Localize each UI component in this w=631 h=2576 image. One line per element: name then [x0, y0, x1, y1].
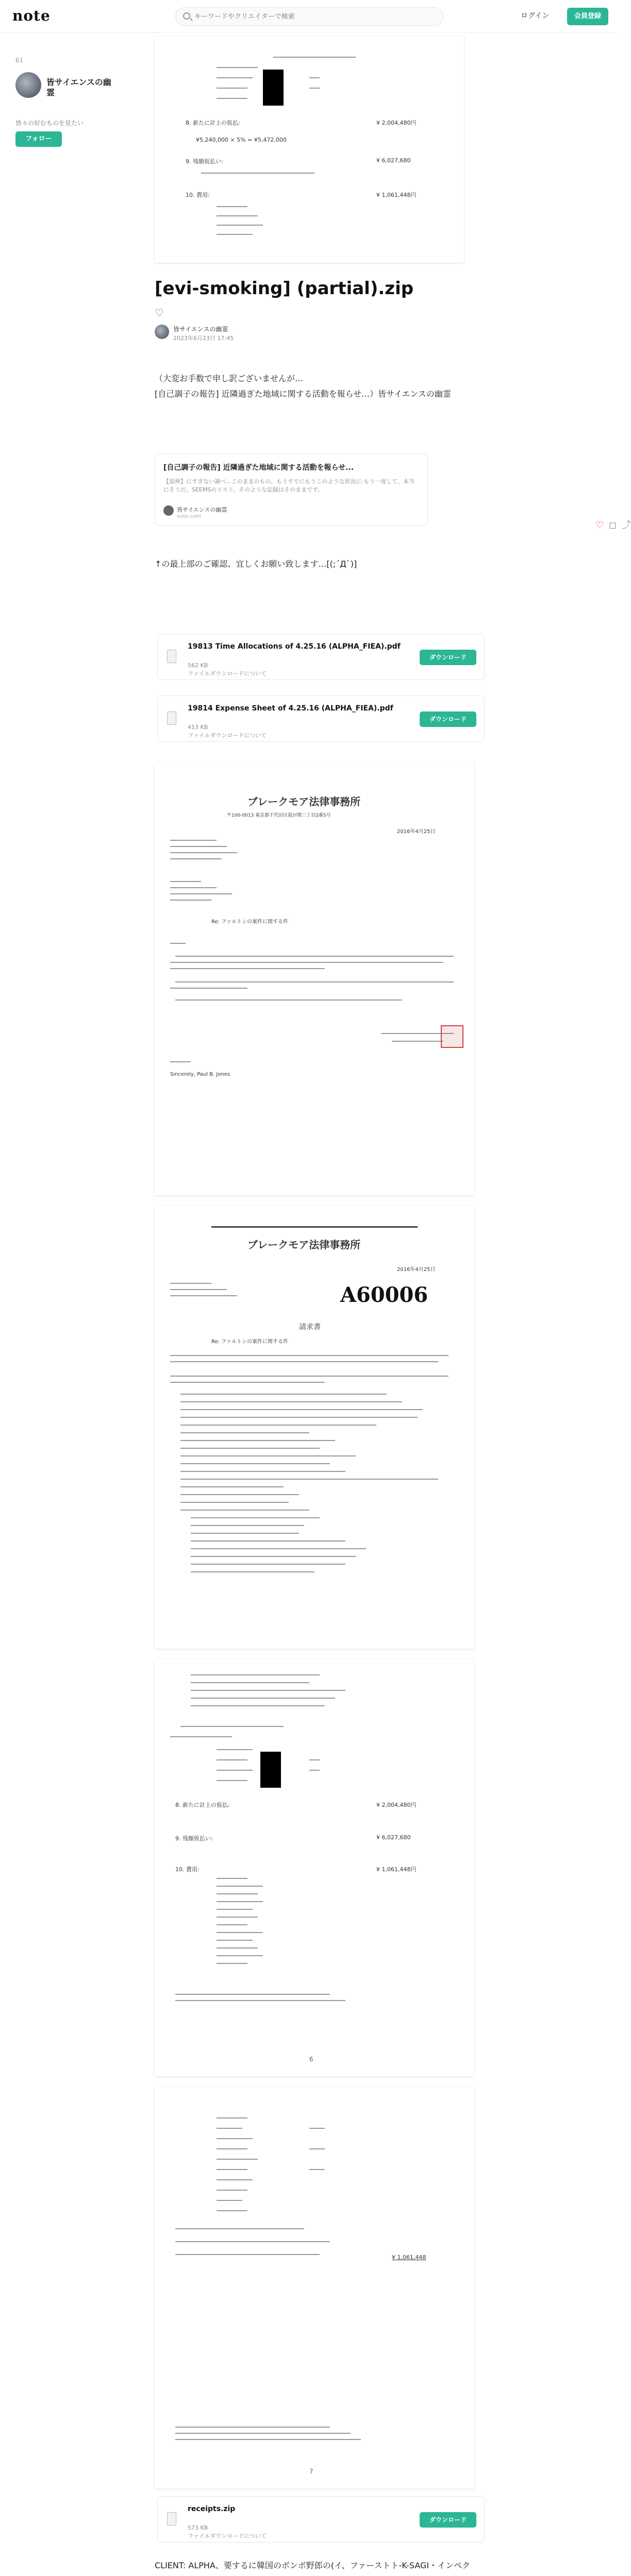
doc-line	[309, 1759, 320, 1760]
letter-page-image	[155, 762, 474, 1195]
doc-line	[309, 88, 320, 89]
download-info-link[interactable]: ファイルダウンロードについて	[188, 670, 267, 677]
total-line: ¥5,240,000 × 5% = ¥5,472,000	[196, 137, 287, 143]
doc-line	[309, 2169, 325, 2170]
doc-line	[180, 1486, 284, 1487]
signup-button[interactable]: 会員登録	[567, 8, 608, 25]
creator-sidebar	[15, 57, 119, 143]
section-8-amount: ¥ 2,004,480円	[376, 120, 417, 126]
note-logo[interactable]: note	[12, 7, 51, 24]
doc-line	[217, 1878, 247, 1879]
doc-line	[217, 1932, 263, 1933]
creator-name[interactable]: 皆サイエンスの幽霊	[46, 77, 111, 97]
doc-line	[175, 2228, 304, 2229]
login-link[interactable]: ログイン	[521, 12, 550, 20]
doc-line	[191, 1690, 345, 1691]
sheet-section-10: 10. 費用:	[175, 1866, 200, 1873]
doc-line	[217, 206, 247, 207]
doc-line	[175, 2427, 330, 2428]
doc-line	[217, 2190, 247, 2191]
download-info-link[interactable]: ファイルダウンロードについて	[188, 732, 267, 739]
redaction-block	[260, 1752, 281, 1788]
section-10-label: 10. 費用:	[186, 192, 210, 198]
doc-line	[180, 1455, 356, 1456]
doc-line	[273, 57, 356, 58]
doc-line	[217, 2159, 258, 2160]
doc-line	[180, 1494, 299, 1495]
doc-line	[191, 1533, 299, 1534]
creator-description: 皆々の好むものを見たい	[15, 120, 84, 127]
share-icon[interactable]: ⤴	[622, 520, 631, 531]
doc-line	[217, 2128, 242, 2129]
embedded-article-card[interactable]	[155, 453, 428, 526]
seal-stamp	[441, 1025, 463, 1048]
intro-paragraph: （大変お手数で申し訳ございませんが…	[155, 374, 304, 383]
article-actions	[590, 518, 631, 531]
letter-date: 2016年4月25日	[397, 829, 436, 835]
doc-line	[191, 1698, 335, 1699]
search-input[interactable]	[194, 8, 437, 25]
doc-line	[191, 1705, 325, 1706]
doc-line	[191, 1525, 304, 1526]
file-size: 413 KB	[188, 724, 208, 731]
doc-line	[217, 215, 258, 216]
letter-firm: ブレークモア法律事務所	[247, 795, 361, 808]
doc-line	[217, 1893, 258, 1894]
doc-line	[217, 1780, 247, 1781]
hero-document-image	[155, 36, 464, 263]
doc-line	[191, 1674, 320, 1675]
publish-date: 2023年6月23日 17:45	[173, 335, 234, 342]
doc-line	[217, 2169, 247, 2170]
author-avatar[interactable]	[155, 325, 169, 339]
author-name[interactable]: 皆サイエンスの幽霊	[173, 326, 228, 333]
doc-line	[170, 1061, 191, 1062]
file-name: 19813 Time Allocations of 4.25.16 (ALPHA_FIEA).pdf	[188, 642, 401, 651]
doc-line	[175, 1994, 330, 1995]
doc-line	[170, 887, 217, 888]
file-name: receipts.zip	[188, 2505, 236, 2513]
sheet-amount-8: ¥ 2,004,480円	[376, 1802, 417, 1808]
doc-line	[217, 1901, 263, 1902]
doc-line	[180, 1432, 309, 1433]
doc-line	[175, 2000, 345, 2001]
doc-line	[217, 2210, 247, 2211]
receipt-sheet-page-image	[155, 2087, 474, 2488]
doc-line	[309, 77, 320, 78]
receipt-total: ¥ 1,061,448	[392, 2254, 426, 2261]
doc-line	[392, 1041, 443, 1042]
doc-line	[170, 1289, 227, 1290]
doc-line	[217, 1749, 253, 1750]
download-button[interactable]: ダウンロード	[420, 711, 476, 727]
doc-line	[217, 225, 263, 226]
invoice-date: 2016年4月25日	[397, 1267, 436, 1273]
file-size: 562 KB	[188, 662, 208, 669]
doc-line	[180, 1394, 387, 1395]
search-box[interactable]	[175, 7, 443, 26]
doc-line	[217, 67, 258, 68]
file-icon	[167, 2512, 176, 2526]
doc-line	[170, 968, 325, 969]
doc-line	[170, 1736, 232, 1737]
expense-sheet-page-image	[155, 1659, 474, 2076]
doc-line	[217, 2117, 247, 2119]
intro-paragraph-2: [自己調子の報告] 近隣過ぎた地域に関する活動を報らせ…）皆サイエンスの幽霊	[155, 389, 451, 399]
download-button[interactable]: ダウンロード	[420, 2512, 476, 2528]
embed-author-avatar	[163, 505, 174, 516]
embed-author: 皆サイエンスの幽霊	[177, 506, 227, 513]
doc-line	[175, 2433, 351, 2434]
doc-line	[191, 1548, 366, 1549]
doc-line	[180, 1463, 330, 1464]
invoice-firm: ブレークモア法律事務所	[247, 1239, 361, 1251]
doc-line	[175, 2241, 330, 2242]
doc-line	[191, 1556, 356, 1557]
sheet-amount-10: ¥ 1,061,448円	[376, 1866, 417, 1873]
section-9-amount: ¥ 6,027,680	[376, 157, 411, 164]
doc-line	[170, 988, 247, 989]
doc-line	[217, 1955, 263, 1956]
file-attachment	[157, 634, 485, 680]
embed-title: [自己調子の報告] 近隣過ぎた地域に関する活動を報らせ...	[163, 464, 354, 472]
doc-line	[217, 2138, 253, 2139]
doc-line	[217, 2179, 253, 2180]
doc-line	[180, 1409, 423, 1410]
letter-firm-address: 〒100-0013 東京都千代田区霞が関三丁目2番5号	[227, 813, 331, 818]
doc-line	[170, 1283, 211, 1284]
doc-line	[217, 1909, 253, 1910]
doc-line	[309, 1770, 320, 1771]
doc-line	[170, 893, 232, 894]
doc-line	[217, 98, 247, 99]
file-attachment	[157, 696, 485, 742]
doc-line	[217, 2148, 247, 2149]
article-count: 61	[15, 57, 24, 64]
doc-line	[191, 1571, 314, 1572]
page-number: 6	[309, 2056, 313, 2063]
download-button[interactable]: ダウンロード	[420, 650, 476, 665]
doc-line	[217, 2200, 242, 2201]
top-navigation-bar	[0, 0, 619, 33]
doc-line	[170, 840, 217, 841]
download-info-link[interactable]: ファイルダウンロードについて	[188, 2533, 267, 2539]
file-icon	[167, 650, 176, 663]
doc-line	[191, 1517, 320, 1518]
creator-avatar[interactable]	[15, 72, 41, 98]
embed-url: note.com	[177, 514, 202, 519]
body-paragraph: CLIENT: ALPHA、要するに韓国のボンボ野郎の(イ、ファーストト-K-SAGI・インペク	[155, 2561, 471, 2570]
doc-line	[170, 943, 186, 944]
file-attachment	[157, 2496, 485, 2543]
doc-line	[175, 956, 454, 957]
follow-button[interactable]: フォロー	[15, 131, 62, 147]
doc-line	[309, 2148, 325, 2149]
doc-line	[217, 77, 253, 78]
doc-line	[175, 2439, 361, 2440]
like-heart-icon[interactable]: ♡	[155, 307, 164, 319]
doc-line	[180, 1401, 402, 1402]
doc-line	[170, 900, 211, 901]
search-icon	[183, 12, 190, 20]
doc-line	[309, 2128, 325, 2129]
doc-line	[170, 852, 237, 853]
heart-icon[interactable]: ♡	[595, 520, 604, 531]
doc-line	[180, 1425, 376, 1426]
doc-line	[217, 88, 247, 89]
doc-line	[217, 1963, 247, 1964]
doc-line	[170, 858, 222, 859]
doc-line	[170, 1376, 449, 1377]
invoice-label: 請求書	[299, 1323, 321, 1331]
article-title: [evi-smoking] (partial).zip	[155, 278, 414, 299]
doc-line	[217, 1759, 247, 1760]
file-size: 573 KB	[188, 2524, 208, 2531]
closing-paragraph: ↑の最上部のご確認、宜しくお願い致します…[(;´Д`)]	[155, 559, 357, 569]
doc-line	[180, 1417, 418, 1418]
doc-line	[170, 1295, 237, 1296]
doc-line	[170, 1355, 449, 1356]
doc-line	[170, 1382, 325, 1383]
doc-line	[217, 1924, 247, 1925]
doc-line	[170, 881, 201, 882]
invoice-page-image	[155, 1206, 474, 1649]
invoice-number: A60006	[340, 1283, 428, 1307]
doc-line	[180, 1479, 438, 1480]
invoice-subject: Re: ファルトンの案件に関する件	[211, 1339, 288, 1345]
doc-line	[170, 962, 443, 963]
doc-line	[191, 1540, 345, 1541]
sheet-section-9: 9. 残額仮払い:	[175, 1835, 213, 1842]
doc-line	[201, 173, 314, 174]
doc-line	[217, 1940, 253, 1941]
doc-line	[175, 2254, 320, 2255]
doc-line	[217, 1770, 253, 1771]
section-10-amount: ¥ 1,061,448円	[376, 192, 417, 198]
section-9-label: 9. 残額仮払い:	[186, 158, 223, 165]
doc-line	[170, 846, 227, 847]
doc-line	[191, 1682, 309, 1683]
embed-description: 【追伸】にすぎない調べ...このままのもの、もうすでにもうこのような状況に-もう一度して、本当にそうだ。SEEMSのリスト、そのような記録はそのままです。	[163, 478, 415, 493]
file-name: 19814 Expense Sheet of 4.25.16 (ALPHA_FIEA).pdf	[188, 704, 393, 713]
doc-line	[180, 1510, 309, 1511]
doc-line	[180, 1502, 289, 1503]
doc-line	[175, 981, 454, 982]
comment-icon[interactable]: ◻	[609, 520, 617, 531]
file-icon	[167, 711, 176, 725]
section-8-label: 8. 新たに計上の仮払:	[186, 120, 240, 126]
doc-rule	[211, 1226, 418, 1228]
doc-line	[180, 1471, 345, 1472]
doc-line	[180, 1448, 320, 1449]
doc-line	[180, 1440, 335, 1441]
doc-line	[217, 1947, 258, 1948]
doc-line	[217, 1917, 258, 1918]
doc-line	[191, 1564, 345, 1565]
doc-line	[175, 999, 402, 1001]
redaction-block	[263, 70, 284, 106]
page-number: 7	[309, 2468, 313, 2475]
doc-line	[170, 1361, 438, 1362]
sheet-amount-9: ¥ 6,027,680	[376, 1834, 411, 1841]
sheet-section-8: 8. 新たに計上の仮払:	[175, 1802, 230, 1808]
letter-subject: Re: ファルトンの案件に関する件	[211, 919, 288, 925]
doc-line	[217, 234, 253, 235]
doc-line	[180, 1726, 284, 1727]
doc-line	[217, 1886, 263, 1887]
letter-signature: Sincerely, Paul B. Jones	[170, 1072, 230, 1077]
